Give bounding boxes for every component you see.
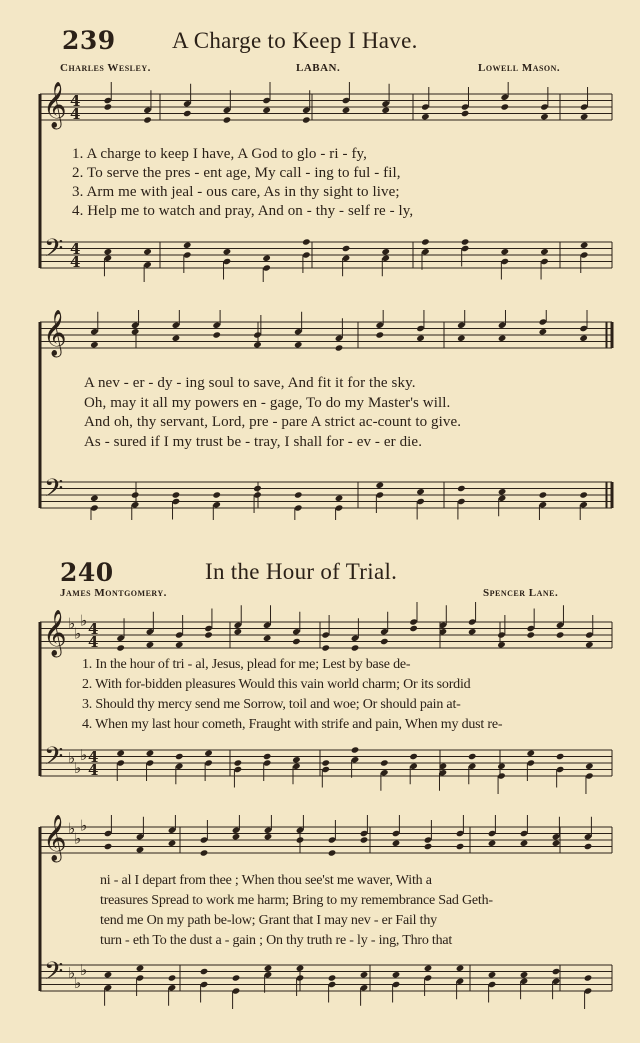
hymn-239-verse-line: Oh, may it all my powers en - gage, To do my Master's will. [84, 395, 451, 411]
note-head [556, 753, 565, 760]
note-head [497, 641, 506, 648]
note-head [409, 625, 418, 632]
hymn-239-verse-line: 4. Help me to watch and pray, And on - thy - self re - ly, [72, 203, 414, 219]
note-head [263, 753, 272, 760]
time-signature: 4 [88, 620, 99, 638]
note-head [212, 331, 221, 338]
treble-clef-icon: 𝄞 [43, 610, 67, 656]
hymn-240-verse-line: tend me On my path be-low; Grant that I may nev - er Fail thy [100, 913, 437, 928]
flat-icon: ♭ [80, 745, 88, 764]
note-head [375, 331, 384, 338]
note-head [146, 641, 155, 648]
note-head [540, 248, 549, 255]
note-head [296, 836, 305, 843]
note-head [360, 836, 369, 843]
hymn-240-verse-line: 3. Should thy mercy send me Sorrow, toil and woe; Or should pain at- [82, 697, 461, 712]
note-head [360, 971, 369, 978]
note-head [104, 248, 113, 255]
hymn-239-verse-line: 3. Arm me with jeal - ous care, As in thy sight to live; [72, 184, 400, 200]
hymn-240-composer: Spencer Lane. [483, 587, 559, 599]
note-head [302, 238, 311, 245]
note-head [579, 491, 588, 498]
note-head [585, 763, 594, 770]
note-head [552, 968, 561, 975]
note-head [540, 113, 549, 120]
flat-icon: ♭ [68, 614, 76, 633]
note-head [421, 113, 430, 120]
flat-icon: ♭ [74, 829, 82, 848]
note-head [321, 759, 330, 766]
flat-icon: ♭ [80, 960, 88, 979]
hymn-239-verse-line: 2. To serve the pres - ent age, My call - ing to ful - fil, [72, 165, 401, 181]
note-head [253, 341, 262, 348]
time-signature: 4 [88, 748, 99, 766]
hymn-240-verse-line: 1. In the hour of tri - al, Jesus, plead for me; Lest by base de- [82, 657, 411, 672]
note-head [172, 335, 181, 342]
note-head [212, 491, 221, 498]
note-head [204, 631, 213, 638]
note-head [116, 750, 125, 757]
note-head [421, 238, 430, 245]
note-head [500, 248, 509, 255]
flat-icon: ♭ [74, 758, 82, 777]
note-head [520, 971, 529, 978]
note-head [232, 974, 241, 981]
note-head [500, 103, 509, 110]
note-head [328, 849, 337, 856]
hymn-240-number: 240 [60, 558, 114, 587]
note-head [328, 974, 337, 981]
note-head [183, 110, 192, 117]
note-head [204, 750, 213, 757]
note-head [294, 341, 303, 348]
note-head [556, 631, 565, 638]
hymn-239-tune: LABAN. [296, 62, 341, 74]
note-head [585, 641, 594, 648]
note-head [579, 335, 588, 342]
note-head [168, 974, 177, 981]
bass-clef-icon: 𝄢 [44, 474, 64, 509]
hymn-239-number: 239 [62, 26, 116, 55]
note-head [131, 491, 140, 498]
note-head [456, 965, 465, 972]
flat-icon: ♭ [80, 816, 88, 835]
note-head [321, 644, 330, 651]
note-head [416, 488, 425, 495]
note-head [292, 638, 301, 645]
note-head [580, 113, 589, 120]
note-head [262, 107, 271, 114]
note-head [264, 965, 273, 972]
note-head [302, 116, 311, 123]
note-head [200, 849, 209, 856]
bass-clef-icon: 𝄢 [44, 234, 64, 269]
note-head [381, 107, 390, 114]
note-head [90, 495, 99, 502]
flat-icon: ♭ [74, 973, 82, 992]
flat-icon: ♭ [68, 819, 76, 838]
time-signature: 4 [70, 240, 81, 258]
note-head [136, 965, 145, 972]
flat-icon: ♭ [80, 611, 88, 630]
note-head [296, 965, 305, 972]
note-head [392, 971, 401, 978]
note-head [90, 341, 99, 348]
flat-icon: ♭ [68, 749, 76, 767]
note-head [380, 759, 389, 766]
hymn-239-verse-line: And oh, thy servant, Lord, pre - pare A strict ac-count to give. [84, 414, 462, 430]
hymn-239-verse-line: A nev - er - dy - ing soul to save, And fit it for the sky. [84, 375, 416, 391]
note-head [584, 843, 593, 850]
note-head [580, 242, 589, 249]
flat-icon: ♭ [68, 964, 76, 982]
note-head [488, 840, 497, 847]
hymn-239-system-1 [0, 82, 640, 282]
hymn-240-title: In the Hour of Trial. [205, 559, 398, 584]
note-head [457, 485, 466, 492]
note-head [263, 635, 272, 642]
time-signature: 4 [70, 105, 81, 123]
note-head [497, 763, 506, 770]
hymn-240-verse-line: turn - eth To the dust a - gain ; On thy truth re - ly - ing, Thro that [100, 933, 453, 948]
hymn-240-verse-line: treasures Spread to work me harm; Bring to my remembrance Sad Geth- [100, 893, 493, 908]
note-head [375, 482, 384, 489]
note-head [104, 103, 113, 110]
note-head [335, 344, 344, 351]
note-head [136, 846, 145, 853]
note-head [539, 328, 548, 335]
hymn-240-verse-line: 4. When my last hour cometh, Fraught with strife and pain, When my dust re- [82, 717, 503, 732]
note-head [424, 843, 433, 850]
note-head [223, 248, 232, 255]
bass-clef-icon: 𝄢 [44, 957, 64, 992]
note-head [232, 833, 241, 840]
note-head [380, 638, 389, 645]
note-head [461, 238, 470, 245]
note-head [104, 843, 113, 850]
note-head [456, 843, 465, 850]
note-head [234, 759, 243, 766]
note-head [424, 965, 433, 972]
hymn-239-title: A Charge to Keep I Have. [172, 28, 418, 53]
treble-clef-icon: 𝄞 [43, 310, 67, 356]
note-head [520, 840, 529, 847]
note-head [461, 110, 470, 117]
note-head [143, 116, 152, 123]
note-head [498, 335, 507, 342]
note-head [104, 971, 113, 978]
note-head [457, 335, 466, 342]
note-head [584, 974, 593, 981]
note-head [552, 840, 561, 847]
note-head [168, 840, 177, 847]
treble-clef-icon: 𝄞 [43, 815, 67, 861]
note-head [294, 491, 303, 498]
note-head [116, 644, 125, 651]
hymn-240-author: James Montgomery. [60, 587, 167, 599]
note-head [143, 248, 152, 255]
note-head [234, 628, 243, 635]
note-head [488, 971, 497, 978]
note-head [381, 248, 390, 255]
note-head [468, 753, 477, 760]
treble-clef-icon: 𝄞 [43, 82, 67, 128]
note-head [392, 840, 401, 847]
time-signature: 4 [70, 253, 81, 271]
flat-icon: ♭ [74, 624, 82, 643]
note-head [498, 488, 507, 495]
note-head [468, 628, 477, 635]
note-head [416, 335, 425, 342]
note-head [200, 968, 209, 975]
note-head [335, 495, 344, 502]
note-head [175, 753, 184, 760]
note-head [264, 833, 273, 840]
hymn-240-verse-line: ni - al I depart from thee ; When thou see'st me waver, With a [100, 873, 432, 888]
hymn-240-verse-line: 2. With for-bidden pleasures Would this vain world charm; Or its sordid [82, 677, 471, 692]
note-head [146, 750, 155, 757]
note-head [526, 631, 535, 638]
note-head [526, 750, 535, 757]
note-head [342, 107, 351, 114]
time-signature: 4 [70, 92, 81, 110]
note-head [183, 242, 192, 249]
note-head [409, 753, 418, 760]
note-head [351, 644, 360, 651]
hymn-239-verse-line: 1. A charge to keep I have, A God to glo - ri - fy, [72, 146, 368, 162]
hymn-239-verse-line: As - sured if I my trust be - tray, I shall for - ev - er die. [84, 434, 423, 450]
hymn-239-composer: Lowell Mason. [478, 62, 561, 74]
note-head [262, 255, 271, 262]
time-signature: 4 [88, 633, 99, 651]
hymn-239-author: Charles Wesley. [60, 62, 151, 74]
note-head [539, 491, 548, 498]
note-head [351, 746, 360, 753]
note-head [172, 491, 181, 498]
note-head [253, 485, 262, 492]
note-head [342, 245, 351, 252]
note-head [175, 641, 184, 648]
note-head [223, 116, 232, 123]
time-signature: 4 [88, 761, 99, 779]
bass-clef-icon: 𝄢 [44, 742, 64, 777]
note-head [292, 756, 301, 763]
note-head [131, 328, 140, 335]
